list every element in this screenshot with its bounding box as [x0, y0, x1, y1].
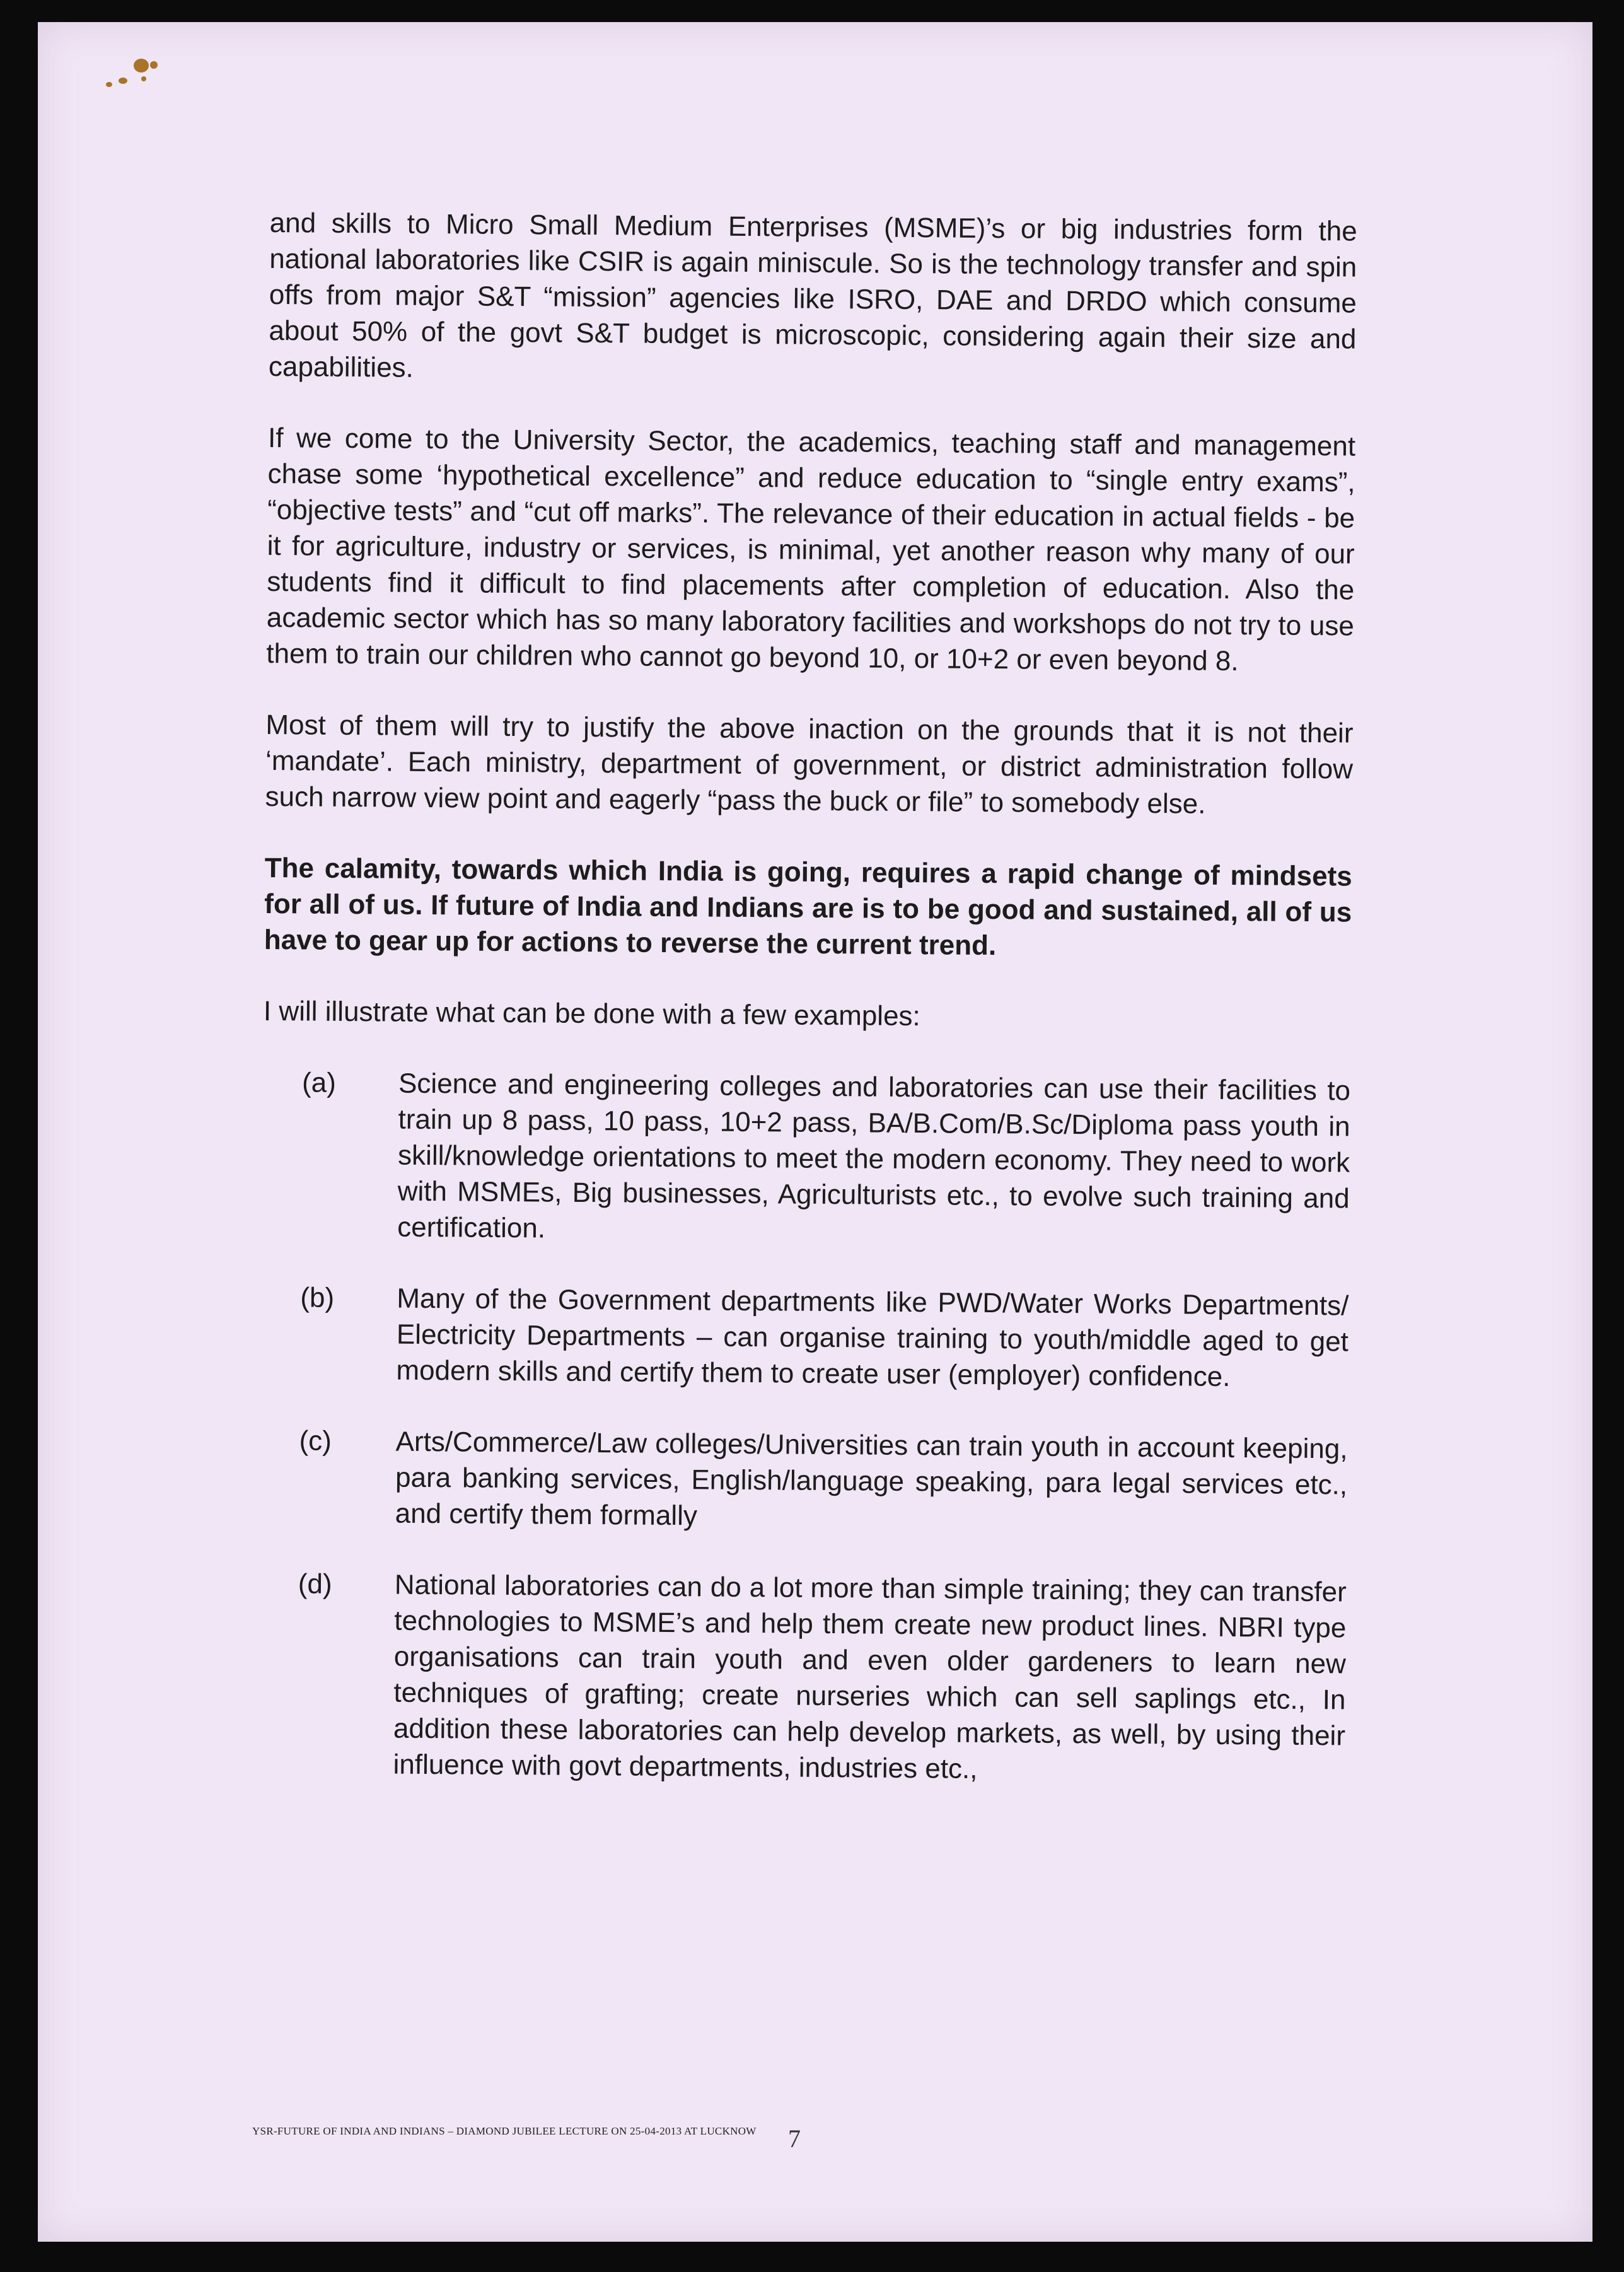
page-number: 7 [788, 2124, 801, 2153]
paragraph-3: Most of them will try to justify the above inaction on the grounds that it is not their ‘mandate’. Each ministry, department of government, or district administration follow such narrow view point and eagerly “pass the buck or file” to somebody else. [265, 709, 1354, 820]
document-body [257, 205, 1357, 1825]
stain-mark [106, 82, 112, 87]
list-marker: (a) [301, 1067, 337, 1098]
list-item-b [260, 1279, 1348, 1396]
bold-paragraph: The calamity, towards which India is going, requires a rapid change of mindsets for all of us. If future of India and Indians are is to be good and sustained, all of us have to gear up for actions to reverse the current trend. [264, 852, 1352, 962]
list-text: Many of the Government departments like PWD/Water Works Departments/ Electricity Departments – can organise training to youth/middle aged to get modern skills and certify them to create user (employer) confidence. [396, 1283, 1349, 1393]
list-text: Science and engineering colleges and laboratories can use their facilities to train up 8 pass, 10 pass, 10+2 pass, BA/B.Com/B.Sc/Diploma pass youth in skill/knowledge orientations to meet the modern economy. They need to work with MSMEs, Big businesses, Agriculturists etc., to evolve such training and certification. [397, 1068, 1351, 1244]
intro-paragraph: I will illustrate what can be done with a few examples: [263, 995, 920, 1032]
stain-mark [134, 59, 149, 73]
list-marker: (c) [299, 1425, 332, 1457]
stain-mark [141, 76, 146, 81]
list-marker: (d) [298, 1568, 332, 1600]
list-item-c [259, 1423, 1347, 1539]
paragraph-2: If we come to the University Sector, the academics, teaching staff and management chase some ‘hypothetical excellence” and reduce education to “single entry exams”, “objective tests” and “cut off marks”. The relevance of their education in actual fields - be it for agriculture, industry or services, is minimal, yet another reason why many of our students find it difficult to find placements after completion of education. Also the academic sector which has so many laboratory facilities and workshops do not try to use them to train our children who cannot go beyond 10, or 10+2 or even beyond 8. [266, 422, 1356, 677]
list-item-a [262, 1064, 1350, 1253]
paragraph-1: and skills to Micro Small Medium Enterprises (MSME)’s or big industries form the national laboratories like CSIR is again miniscule. So is the technology transfer and spin offs from major S&T “mission” agencies like ISRO, DAE and DRDO which consume about 50% of the govt S&T budget is microscopic, considering again their size and capabilities. [268, 207, 1357, 383]
page-footer: YSR-FUTURE OF INDIA AND INDIANS – DIAMOND JUBILEE LECTURE ON 25-04-2013 AT LUCKNOW [252, 2125, 757, 2137]
list-item-d [257, 1566, 1347, 1790]
list-text: Arts/Commerce/Law colleges/Universities can train youth in account keeping, para banking services, English/language speaking, para legal services etc., and certify them formally [395, 1426, 1348, 1532]
stain-mark [150, 61, 158, 69]
list-text: National laboratories can do a lot more than simple training; they can transfer technologies to MSME’s and help them create new product lines. NBRI type organisations can train youth and even older gardeners to learn new techniques of grafting; create nurseries which can sell saplings etc., In addition these laboratories can help develop markets, as well, by using their influence with govt departments, industries etc., [393, 1569, 1347, 1785]
stain-mark [119, 78, 127, 84]
list-marker: (b) [300, 1282, 335, 1314]
